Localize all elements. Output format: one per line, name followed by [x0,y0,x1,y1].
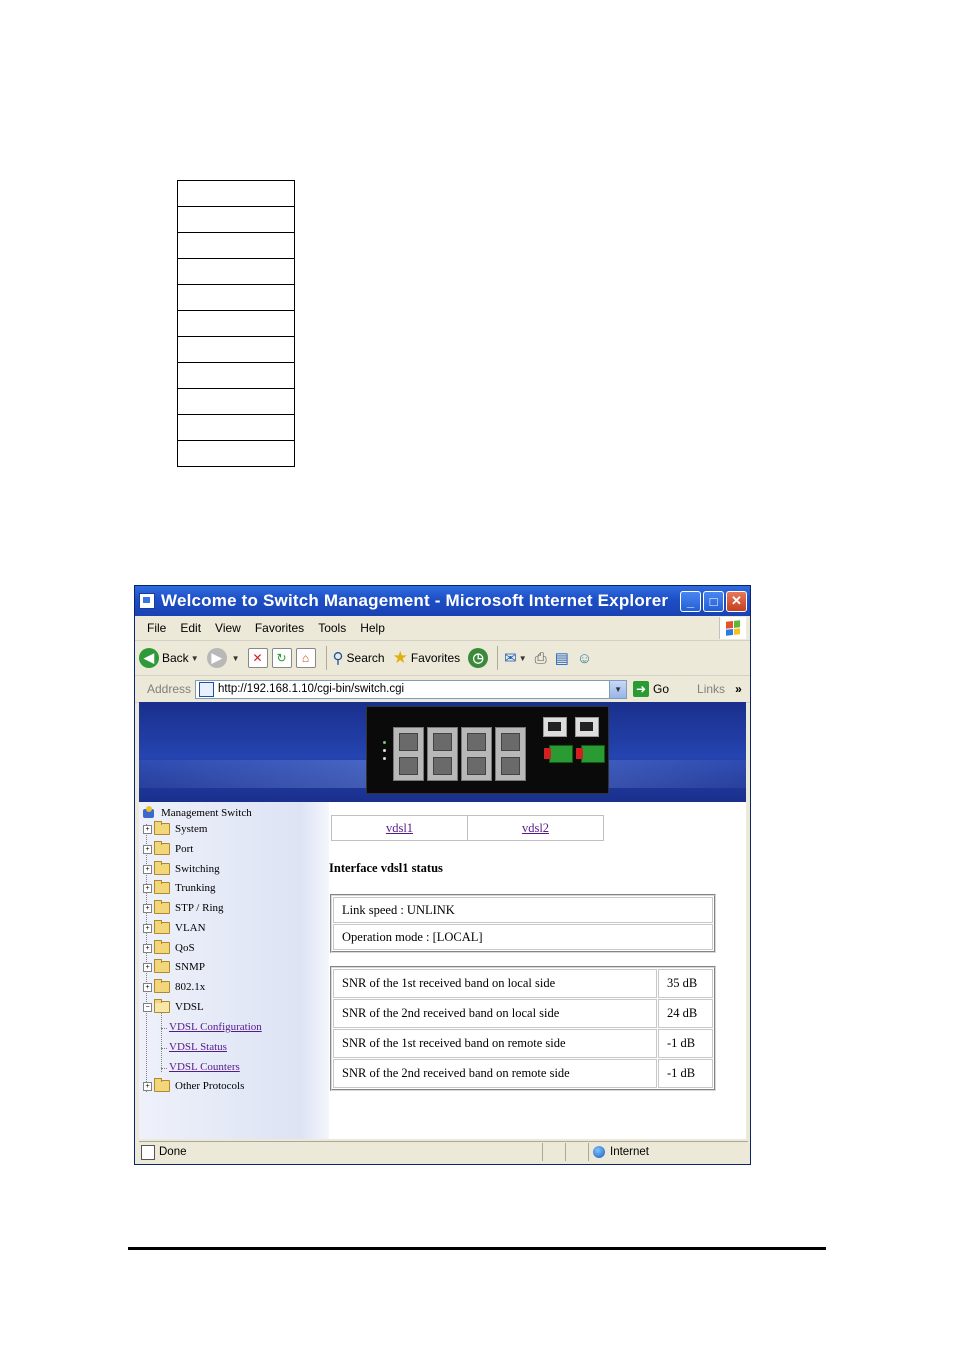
print-icon[interactable]: ⎙ [534,649,547,667]
stop-icon[interactable]: ✕ [248,648,268,668]
mail-icon: ✉ [504,650,517,667]
switch-port-icon [427,727,458,781]
snr-label: SNR of the 2nd received band on remote side [333,1059,657,1088]
snr-value: 24 dB [658,999,713,1028]
back-dropdown-icon[interactable]: ▼ [190,653,199,663]
tree-connector [161,1048,167,1049]
tree-item-label: Switching [175,863,220,875]
menu-view[interactable]: View [215,621,241,635]
search-label: Search [346,651,385,665]
tree-item-system[interactable] [143,823,207,835]
tree-connector [161,1068,167,1069]
folder-icon [154,823,170,835]
tab-vdsl2 [468,816,604,841]
power-terminal-icon [581,745,605,763]
tree-connector [161,1013,162,1072]
back-label: Back [162,651,189,665]
collapse-icon[interactable]: − [143,1003,152,1012]
toolbar-separator [326,646,327,670]
tab-vdsl2-link[interactable]: vdsl2 [521,820,550,835]
table-row [333,1029,713,1058]
browser-window [134,585,751,1165]
search-icon: ⚲ [332,650,344,667]
address-dropdown-icon[interactable]: ▼ [609,681,626,698]
tree-item-label: QoS [175,942,195,954]
favorites-button[interactable] [393,648,461,668]
home-icon[interactable]: ⌂ [296,648,316,668]
address-label: Address [147,682,192,696]
tree-root[interactable] [142,806,252,820]
snr-label: SNR of the 1st received band on local side [333,969,657,998]
favorites-label: Favorites [410,651,461,665]
menu-file[interactable]: File [147,621,167,635]
maximize-button[interactable]: □ [703,591,724,612]
status-pane [565,1143,588,1161]
address-url: http://192.168.1.10/cgi-bin/switch.cgi [218,683,405,695]
expand-icon[interactable]: + [143,924,152,933]
folder-icon [154,922,170,934]
folder-icon [154,1080,170,1092]
tree-item-label: STP / Ring [175,902,224,914]
forward-arrow-icon: ▶ [207,648,227,668]
switch-port-icon [495,727,526,781]
switch-device-image [366,706,609,794]
title-bar [135,586,750,616]
rj45-port-icon [543,717,567,737]
mail-button[interactable] [504,649,527,667]
expand-icon[interactable]: + [143,884,152,893]
mail-dropdown-icon: ▼ [518,653,527,663]
switch-banner [139,702,746,802]
snr-value: -1 dB [658,1029,713,1058]
standard-toolbar [135,641,750,676]
menu-bar [135,616,750,641]
tree-item-vdsl[interactable] [143,1001,204,1013]
folder-icon [154,863,170,875]
address-input[interactable] [195,680,627,699]
table-row [333,969,713,998]
snr-label: SNR of the 2nd received band on local side [333,999,657,1028]
table-row [333,999,713,1028]
folder-icon [154,942,170,954]
tree-item-8021x[interactable] [143,981,205,993]
snr-table [330,966,716,1091]
vdsl-configuration-link[interactable]: VDSL Configuration [169,1021,262,1033]
folder-icon [154,882,170,894]
refresh-icon[interactable]: ↻ [272,648,292,668]
page-content [139,702,746,1139]
tree-item-switching[interactable] [143,863,220,875]
empty-table [177,180,295,467]
folder-icon [154,981,170,993]
status-pane [542,1143,565,1161]
expand-icon[interactable]: + [143,1082,152,1091]
page-icon [199,682,214,697]
vdsl-counters-link[interactable]: VDSL Counters [169,1061,240,1073]
navigation-tree [139,802,329,1139]
link-status-box [330,894,716,953]
menu-tools[interactable]: Tools [318,621,347,635]
vdsl-status-link[interactable]: VDSL Status [169,1041,227,1053]
windows-logo-icon [719,617,746,639]
link-speed-row: Link speed : UNLINK [333,897,713,923]
status-led [383,757,386,760]
zone-label: Internet [610,1146,649,1158]
tree-item-label: Trunking [175,882,216,894]
tree-item-label: VLAN [175,922,206,934]
toolbar-separator-2 [497,646,498,670]
menu-help[interactable]: Help [360,621,385,635]
edit-icon[interactable]: ▤ [554,650,569,667]
page-done-icon [141,1145,155,1160]
close-button[interactable]: ✕ [726,591,747,612]
tab-vdsl1 [332,816,468,841]
tree-item-label: SNMP [175,961,205,973]
management-switch-icon [142,806,156,820]
tree-item-snmp[interactable] [143,961,205,973]
status-text: Done [159,1146,187,1158]
tree-item-label: Other Protocols [175,1080,245,1092]
go-button[interactable] [633,681,669,697]
links-chevron-icon[interactable]: » [735,682,742,696]
folder-icon [154,843,170,855]
main-panel [329,802,746,1139]
expand-icon[interactable]: + [143,904,152,913]
status-heading: Interface vdsl1 status [329,861,443,875]
switch-port-icon [461,727,492,781]
rj45-port-icon [575,717,599,737]
tree-item-label: Port [175,843,194,855]
menu-edit[interactable]: Edit [180,621,202,635]
expand-icon[interactable]: + [143,944,152,953]
expand-icon[interactable]: + [143,865,152,874]
page-divider [128,1247,826,1250]
forward-dropdown-icon[interactable]: ▼ [231,653,240,663]
tree-root-label: Management Switch [161,807,252,819]
messenger-icon[interactable]: ☺ [576,649,593,667]
tree-connector [161,1028,167,1029]
links-button[interactable]: Links [697,682,726,696]
folder-icon [154,902,170,914]
tree-item-stp-ring[interactable] [143,902,224,914]
address-bar [135,676,750,703]
interface-tabs [331,815,604,841]
expand-icon[interactable]: + [143,825,152,834]
history-icon[interactable]: ◷ [468,648,488,668]
back-arrow-icon: ◀ [139,648,159,668]
favorites-star-icon: ★ [392,648,408,667]
search-button[interactable] [333,649,385,667]
tree-item-label: 802.1x [175,981,206,993]
minimize-button[interactable]: _ [680,591,701,612]
status-bar [139,1141,748,1162]
snr-value: 35 dB [658,969,713,998]
tree-item-label: VDSL [175,1001,204,1013]
back-button[interactable] [139,648,199,668]
tree-item-other-protocols[interactable] [143,1080,244,1092]
expand-icon[interactable]: + [143,963,152,972]
status-led [383,741,386,744]
go-arrow-icon: ➜ [633,681,649,697]
operation-mode-row: Operation mode : [LOCAL] [333,924,713,950]
tree-item-vlan[interactable] [143,922,206,934]
switch-port-icon [393,727,424,781]
window-title: Welcome to Switch Management - Microsoft Internet Explorer [161,591,669,610]
go-label: Go [653,682,670,696]
expand-icon[interactable]: + [143,845,152,854]
tab-vdsl1-link[interactable]: vdsl1 [385,820,414,835]
status-led [383,749,386,752]
snr-label: SNR of the 1st received band on remote side [333,1029,657,1058]
folder-icon [154,961,170,973]
tree-item-port[interactable] [143,843,193,855]
power-terminal-icon [549,745,573,763]
internet-globe-icon [593,1146,605,1158]
open-folder-icon [154,1001,170,1013]
table-row [333,1059,713,1088]
ie-page-icon [139,593,155,609]
expand-icon[interactable]: + [143,983,152,992]
snr-value: -1 dB [658,1059,713,1088]
security-zone [588,1143,748,1161]
tree-item-label: System [175,823,208,835]
forward-button[interactable] [207,648,240,668]
menu-favorites[interactable]: Favorites [254,621,305,635]
tree-item-qos[interactable] [143,942,195,954]
tree-item-trunking[interactable] [143,882,216,894]
